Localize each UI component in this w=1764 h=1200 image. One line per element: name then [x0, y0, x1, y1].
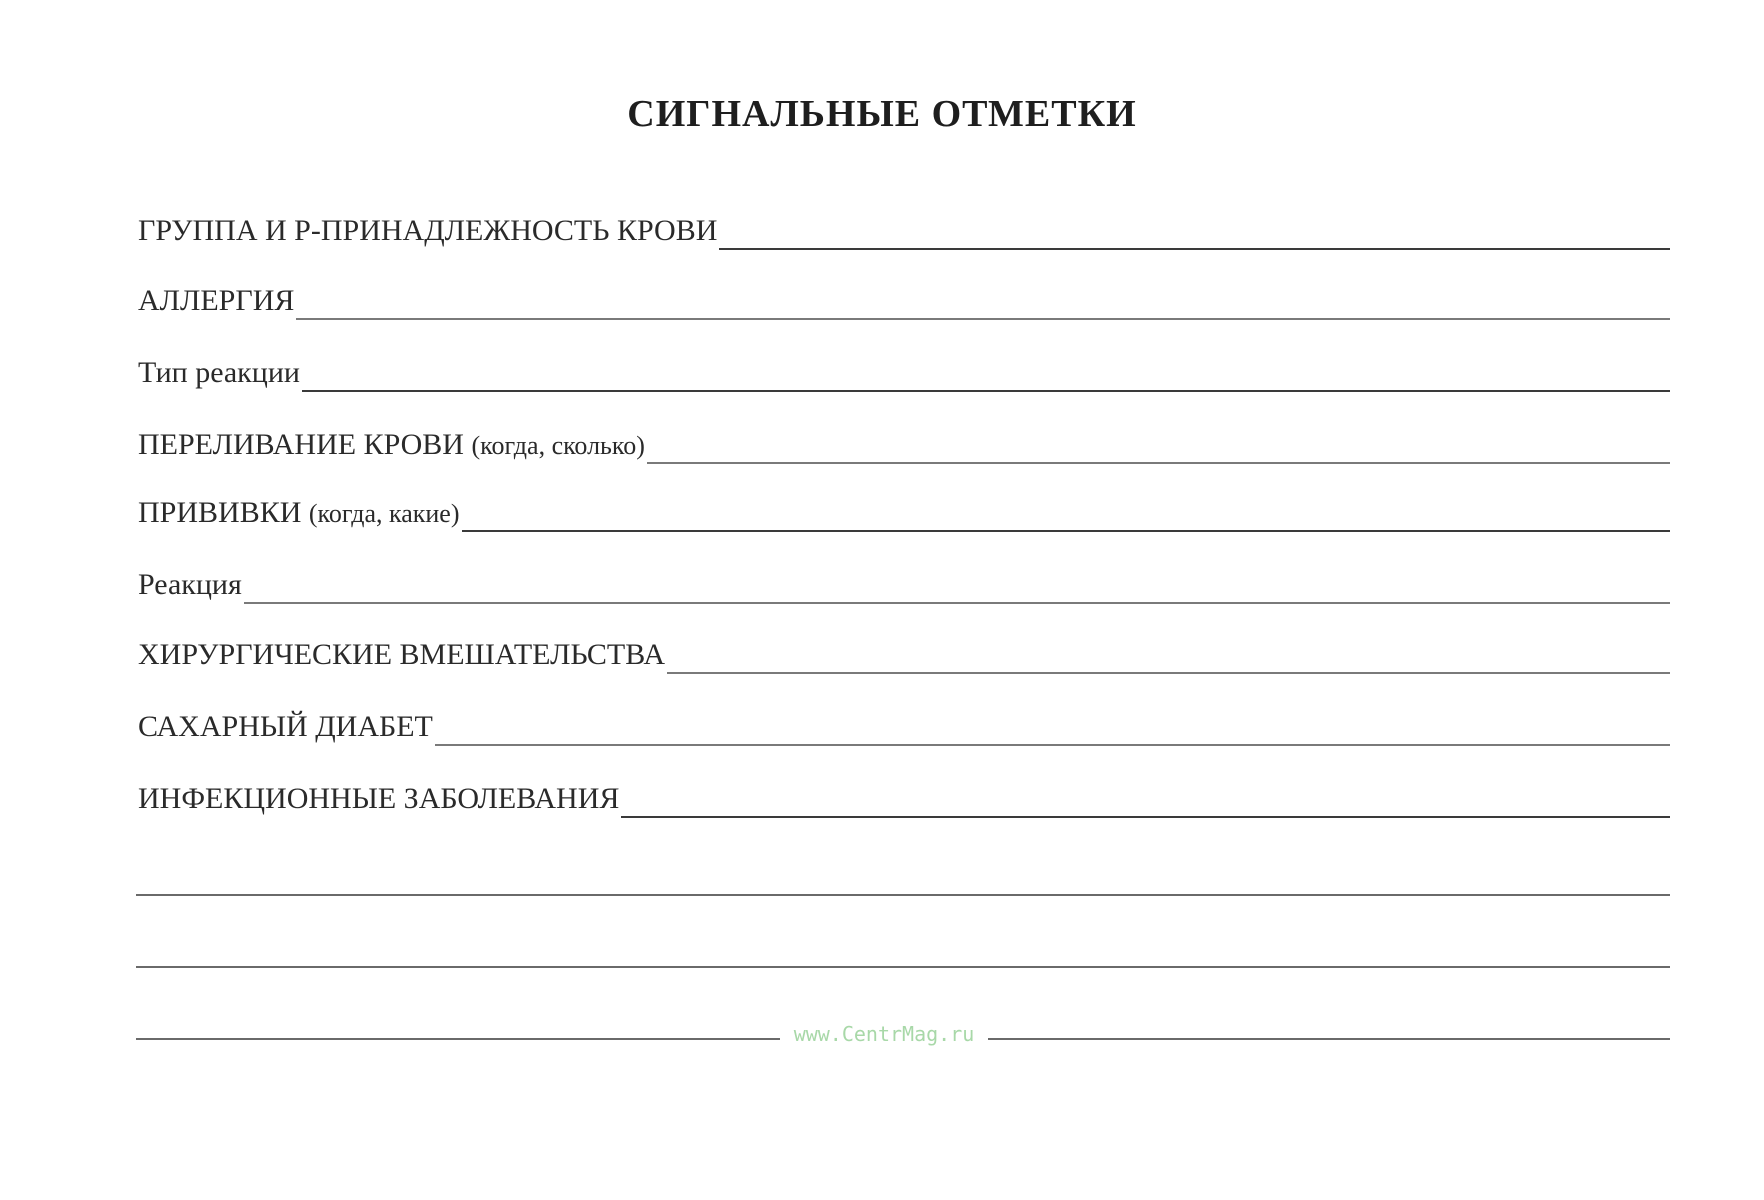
blood-group-input-line[interactable]	[719, 248, 1670, 250]
field-infectious-diseases	[138, 780, 1670, 820]
surgeries-input-line[interactable]	[667, 672, 1670, 674]
diabetes-input-line[interactable]	[435, 744, 1670, 746]
blank-input-line-2[interactable]	[136, 966, 1670, 968]
field-blood-transfusion	[138, 426, 1670, 466]
field-blood-group	[138, 212, 1670, 252]
field-note: (когда, какие)	[308, 499, 460, 528]
blood-transfusion-input-line[interactable]	[647, 462, 1670, 464]
blank-input-line-1[interactable]	[136, 894, 1670, 896]
field-label: ИНФЕКЦИОННЫЕ ЗАБОЛЕВАНИЯ	[138, 782, 620, 815]
field-label: Тип реакции	[138, 356, 300, 389]
field-allergy	[138, 282, 1670, 322]
field-label: ПРИВИВКИ (когда, какие)	[138, 496, 460, 529]
field-label: АЛЛЕРГИЯ	[138, 284, 295, 317]
infectious-diseases-input-line[interactable]	[621, 816, 1670, 818]
field-note: (когда, сколько)	[471, 431, 645, 460]
field-label: САХАРНЫЙ ДИАБЕТ	[138, 710, 433, 743]
field-reaction	[138, 566, 1670, 606]
watermark: www.CentrMag.ru	[780, 1022, 988, 1046]
field-vaccinations	[138, 494, 1670, 534]
allergy-input-line[interactable]	[296, 318, 1670, 320]
field-reaction-type	[138, 354, 1670, 394]
reaction-type-input-line[interactable]	[302, 390, 1670, 392]
field-surgeries	[138, 636, 1670, 676]
field-label: ГРУППА И Р-ПРИНАДЛЕЖНОСТЬ КРОВИ	[138, 214, 718, 247]
field-label: ХИРУРГИЧЕСКИЕ ВМЕШАТЕЛЬСТВА	[138, 638, 666, 671]
vaccinations-input-line[interactable]	[462, 530, 1670, 532]
field-label: Реакция	[138, 568, 242, 601]
form-title: СИГНАЛЬНЫЕ ОТМЕТКИ	[627, 93, 1137, 135]
reaction-input-line[interactable]	[244, 602, 1670, 604]
field-label: ПЕРЕЛИВАНИЕ КРОВИ (когда, сколько)	[138, 428, 645, 461]
field-diabetes	[138, 708, 1670, 748]
